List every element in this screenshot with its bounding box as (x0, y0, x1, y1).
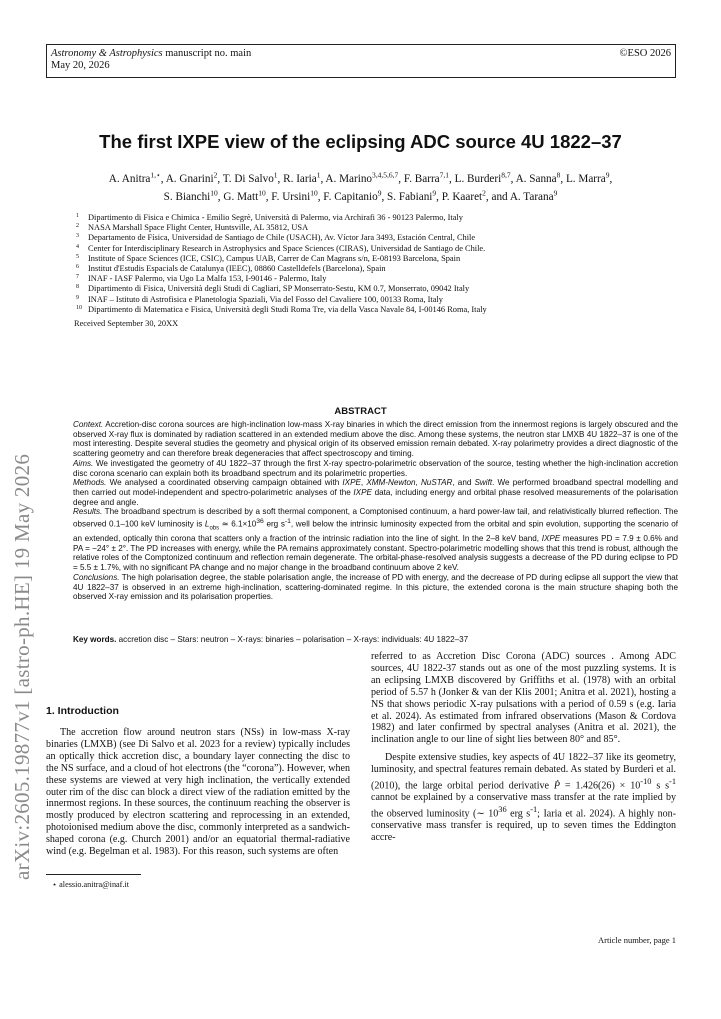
abstract-heading: ABSTRACT (334, 406, 387, 417)
paragraph: Despite extensive studies, key aspects of 4U 1822–37 like its geometry, luminosity, and spectral features remain debated. As stated by Burderi et al. (2010), the large orbital period derivative Ṗ = $1.426(26) \times 10^{-10}$ s $s^{-1}$ cannot be explained by a conservative mass transfer at the rate implied by the observed luminosity (∼ $10^{36}$ erg $s^{-1}$; Iaria et al. 2024). A highly non-conservative mass transfer is required, up to seven times the Eddington accre- (371, 752, 676, 844)
journal-name: Astronomy & Astrophysics (51, 48, 163, 59)
keywords-label: Key words. (73, 635, 117, 644)
author: L. Marra$^9$, (565, 170, 613, 185)
footnote-rule (46, 874, 141, 875)
abstract-body (73, 420, 678, 602)
page-footer: Article number, page 1 (597, 935, 676, 945)
author: A. Gnarini$^2$, (165, 170, 223, 185)
received-date: Received September 30, 20XX (74, 319, 179, 328)
abstract-paragraph: Conclusions. The high polarisation degree, the stable polarisation angle, the increase of PD with energy, and the decrease of PD during eclipse all support the view that 4U 1822–37 is observed in an extreme high-inclination, scattering-dominated regime. In this picture, the extended corona is the main structure shaping both the observed X-ray emission and its polarisation properties. (73, 572, 678, 602)
footnote-email: ⋆ alessio.anitra@inaf.it (52, 880, 130, 889)
author: T. Di Salvo$^1$, (222, 170, 284, 185)
arxiv-stamp: arXiv:2605.19877v1 [astro-ph.HE] 19 May 2026 (10, 453, 34, 880)
author: P. Kaaret$^2$, (441, 188, 492, 203)
column-left (46, 705, 350, 858)
author: and A. Tarana$^9$ (491, 188, 558, 203)
affiliation: 5 Institute of Space Sciences (ICE, CSIC), Campus UAB, Carrer de Can Magrans s/n, E-08193 Barcelona, Spain (76, 253, 461, 263)
author: A. Marino$^{3,4,5,6,7}$, (325, 170, 404, 185)
section-heading-introduction: 1. Introduction (46, 705, 119, 717)
paragraph: referred to as Accretion Disc Corona (ADC) sources . Among ADC sources, 4U 1822-37 stands out as one of the most puzzling systems. It is an eclipsing LMXB discovered by Griffiths et al. (1978) with an orbital period of 5.57 h (Jonker & van der Klis 2001; Anitra et al. 2021), hosting a NS that shows periodic X-ray pulsations with a period of 0.59 s (e.g. Iaria et al. 2024). As estimated from infrared observations (Mason & Cordova 1982) and later confirmed by spectral analyses (Anitra et al. 2021), the inclination angle to our line of sight lies between 80° and 85°. (371, 651, 676, 746)
author-list (50, 168, 671, 204)
abstract-paragraph: Aims. We investigated the geometry of 4U 1822–37 through the first X-ray spectro-polarimetric observation of the source, testing whether the high-inclination accretion disc corona scenario can explain both its broadband spectrum and its polarimetric properties. (73, 458, 678, 478)
affiliation: 8 Dipartimento di Fisica, Università degli Studi di Cagliari, SP Monserrato-Sestu, KM 0.7, Monserrato, 09042 Italy (76, 284, 470, 294)
manuscript-label: manuscript no. main (165, 48, 252, 59)
affiliation: 3 Departamento de Física, Universidad de Santiago de Chile (USACH), Av. Víctor Jara 3493, Estación Central, Chile (76, 233, 476, 243)
affiliation: 2 NASA Marshall Space Flight Center, Huntsville, AL 35812, USA (76, 223, 309, 233)
copyright-notice: ©ESO 2026 (619, 48, 671, 59)
paragraph: The accretion flow around neutron stars (NSs) in low-mass X-ray binaries (LMXB) (see Di Salvo et al. 2023 for a review) typically includes an optically thick accretion disc, a boundary layer connecting the disc to the NS surface, and a cloud of hot electrons (the “corona”). However, when these systems are viewed at very high inclination, the vertically extended outer rim of the disc can block a direct view of the radiation emitted by the innermost regions. In these sources, the continuum reaching the observer is mostly produced by electron scattering and reprocessing in an extended, photoionised medium above the disc, commonly interpreted as a sandwich-shaped corona (e.g. Church 2001) and/or an equatorial thermal-radiative wind (e.g. Begelman et al. 1983). For this reason, such systems are often (46, 727, 350, 858)
author: A. Anitra$^{1,⋆}$, (108, 170, 166, 185)
affiliation: 4 Center for Interdisciplinary Research in Astrophysics and Space Sciences (CIRAS), Universidad de Santiago de Chile. (76, 243, 486, 253)
keywords (73, 635, 678, 644)
paper-title: The first IXPE view of the eclipsing ADC source 4U 1822–37 (99, 131, 622, 152)
affiliation: 9 INAF – Istituto di Astrofisica e Planetologia Spaziali, Via del Fosso del Cavaliere 100, 00133 Roma, Italy (76, 294, 443, 304)
affiliation-list (74, 213, 684, 315)
author-line-2 (50, 186, 671, 204)
journal-header (46, 44, 676, 78)
column-right (371, 651, 676, 844)
header-date: May 20, 2026 (51, 60, 110, 71)
author: L. Burderi$^{8,7}$, (454, 170, 516, 185)
abstract-paragraph: Methods. We analysed a coordinated observing campaign obtained with IXPE, XMM-Newton, NuSTAR, and Swift. We performed broadband spectral modelling and then carried out model-independent and spectro-polarimetric analyses of the IXPE data, including energy and orbital phase resolved measurements of the polarisation degree and angle. (73, 478, 678, 507)
author: G. Matt$^{10}$, (223, 188, 272, 203)
author: S. Bianchi$^{10}$, (163, 188, 224, 203)
author: F. Barra$^{7,1}$, (403, 170, 455, 185)
author-line-1 (50, 168, 671, 186)
keywords-text: accretion disc – Stars: neutron – X-rays: binaries – polarisation – X-rays: individuals: 4U 1822–37 (118, 635, 469, 644)
affiliation: 1 Dipartimento di Fisica e Chimica - Emilio Segrè, Università di Palermo, via Archirafi 36 - 90123 Palermo, Italy (76, 213, 463, 222)
author: A. Sanna$^8$, (515, 170, 566, 185)
abstract-paragraph: Context. Accretion-disc corona sources are high-inclination low-mass X-ray binaries in which the direct emission from the innermost regions is largely obscured and the observed X-ray flux is dominated by radiation scattered in an extended medium above the disc. Among these systems, the neutron star LMXB 4U 1822–37 is one of the most interesting. Despite several studies the geometry and physical origin of its observed emission remain debated. X-ray polarimetry provides a direct diagnostic of the scattering geometry and can therefore break degeneracies that affect spectroscopy and timing. (73, 420, 678, 459)
affiliation: 10 Dipartimento di Matematica e Fisica, Università degli Studi Roma Tre, via della Vasca Navale 84, I-00146 Roma, Italy (76, 304, 487, 314)
affiliation: 7 INAF - IASF Palermo, via Ugo La Malfa 153, I-90146 - Palermo, Italy (76, 274, 327, 284)
author: F. Capitanio$^9$, (323, 188, 388, 203)
abstract-paragraph: Results. The broadband spectrum is described by a soft thermal component, a Comptonised continuum, a hard power-law tail, and relativistically blurred reflection. The observed 0.1–100 keV luminosity is $L_{obs}$ ≃ $6.1\times 10^{36}$ erg $s^{-1}$, well below the intrinsic luminosity expected from the orbital and spin evolution, supporting the scenario of an extended, optically thin corona that scatters only a fraction of the intrinsic radiation into the line of sight. In the 2–8 keV band, IXPE measures PD = 7.9 ± 0.6% and PA = −24° ± 2°. The PD increases with energy, while the PA remains approximately constant. Spectro-polarimetric modelling shows that this trend is robust, although the relative roles of the Comptonized continuum and reflection remain degenerate. The orbital-phase-resolved analysis suggests a decrease of the PD during eclipse to PD = 5.5 ± 1.7%, with no significant PA change and no major change in the broadband continuum above 2 keV. (73, 507, 678, 573)
author: S. Fabiani$^9$, (387, 188, 442, 203)
author: R. Iaria$^1$, (283, 170, 326, 185)
author: F. Ursini$^{10}$, (271, 188, 324, 203)
affiliation: 6 Institut d'Estudis Espacials de Catalunya (IEEC), 08860 Castelldefels (Barcelona), Spain (76, 264, 386, 274)
